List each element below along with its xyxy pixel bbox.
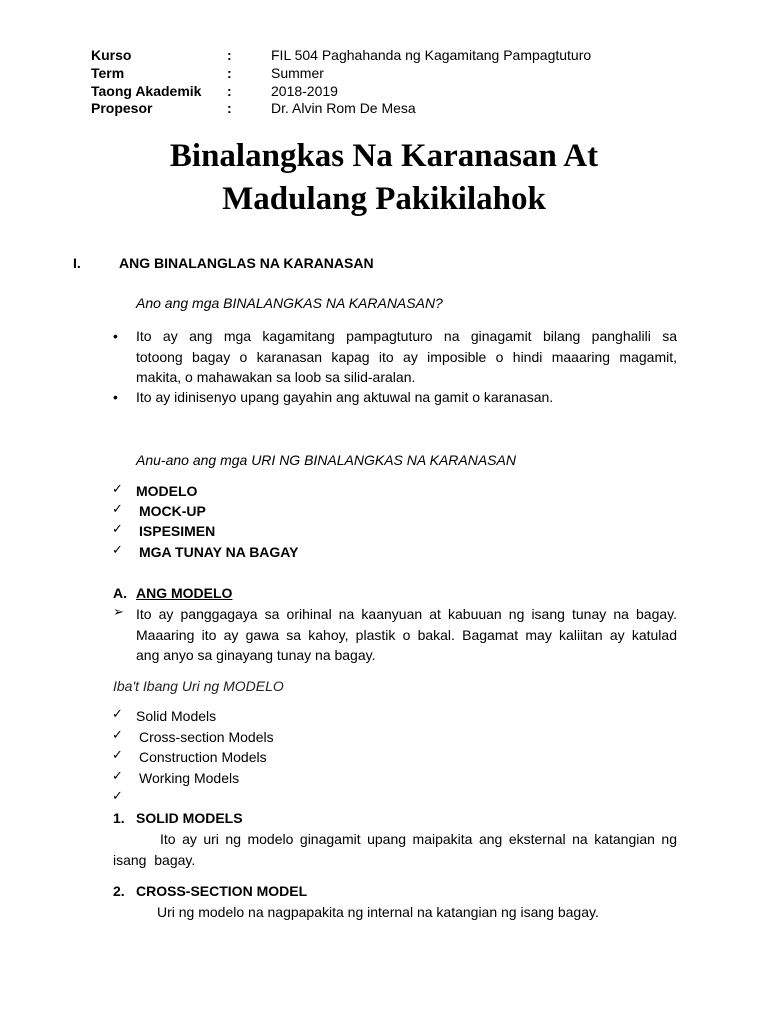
check-icon: ✓ [112,502,123,517]
subsection-heading: ANG MODELO [136,585,233,601]
check-icon: ✓ [112,522,123,537]
header-colon: : [227,65,232,81]
bullet-text: Ito ay idinisenyo upang gayahin ang aktuwal na gamit o karanasan. [136,389,554,405]
definition-text: Maaaring ito ay gawa sa kahoy, plastik o bakal. Bagamat may kaliitan ay katulad [136,627,677,643]
check-icon: ✓ [112,748,123,763]
numbered-item-number: 1. [113,810,125,826]
section-number: I. [73,255,81,271]
numbered-item-heading: CROSS-SECTION MODEL [136,883,308,899]
bullet-icon: • [113,328,118,344]
header-label-taong-akademik: Taong Akademik [91,83,202,99]
numbered-item-heading: SOLID MODELS [136,810,243,826]
check-icon: ✓ [112,707,123,722]
model-type-item: Working Models [139,770,240,786]
definition-text: ang anyo sa ginayang tunay na bagay. [136,647,376,663]
page-title-line1: Binalangkas Na Karanasan At [169,138,599,174]
definition-text: Ito ay panggagaya sa orihinal na kaanyuan at kabuuan ng isang tunay na bagay. [136,606,677,622]
type-item: MODELO [136,483,198,499]
header-label-term: Term [91,65,125,81]
bullet-text: Ito ay ang mga kagamitang pampagtuturo na ginagamit bilang panghalili sa [136,328,677,344]
section-question: Ano ang mga BINALANGKAS NA KARANASAN? [136,295,443,311]
bullet-text: makita, o mahawakan sa loob sa silid-aralan. [136,369,416,385]
arrow-bullet-icon: ➢ [113,605,124,620]
numbered-item-text: Ito ay uri ng modelo ginagamit upang maipakita ang eksternal na katangian ng [160,831,677,847]
section-heading: ANG BINALANGLAS NA KARANASAN [119,255,374,271]
header-label-kurso: Kurso [91,47,132,63]
header-value-term: Summer [271,65,324,81]
header-colon: : [227,47,232,63]
header-colon: : [227,100,232,116]
model-types-subtitle: Iba't Ibang Uri ng MODELO [113,678,284,694]
type-item: ISPESIMEN [139,523,216,539]
header-colon: : [227,83,232,99]
header-label-propesor: Propesor [91,100,153,116]
numbered-item-number: 2. [113,883,125,899]
page-title-line2: Madulang Pakikilahok [222,181,546,217]
type-item: MOCK-UP [139,503,206,519]
model-type-item: Construction Models [139,749,267,765]
subsection-letter: A. [113,585,127,601]
model-type-item: Cross-section Models [139,729,274,745]
type-item: MGA TUNAY NA BAGAY [139,544,299,560]
numbered-item-text: Uri ng modelo na nagpapakita ng internal na katangian ng isang bagay. [157,904,599,920]
header-value-propesor: Dr. Alvin Rom De Mesa [271,100,416,116]
check-icon: ✓ [112,728,123,743]
check-icon: ✓ [112,543,123,558]
header-value-taong-akademik: 2018-2019 [271,83,338,99]
header-value-kurso: FIL 504 Paghahanda ng Kagamitang Pampagtuturo [271,47,592,63]
numbered-item-text: isang bagay. [113,852,196,868]
check-icon: ✓ [112,789,123,804]
check-icon: ✓ [112,482,123,497]
bullet-icon: • [113,389,118,405]
types-question: Anu-ano ang mga URI NG BINALANGKAS NA KARANASAN [136,452,516,468]
bullet-text: totoong bagay o karanasan kapag ito ay imposible o hindi maaaring magamit, [136,349,677,365]
check-icon: ✓ [112,769,123,784]
model-type-item: Solid Models [136,708,217,724]
